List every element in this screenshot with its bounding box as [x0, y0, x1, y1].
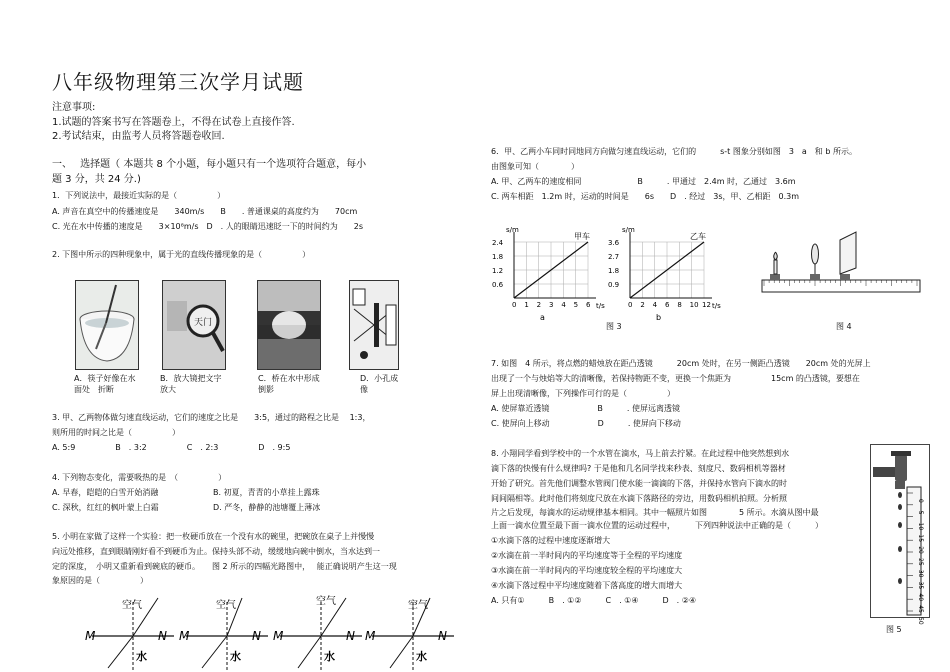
- graph-a-sub-label: a: [540, 313, 545, 322]
- graph-a-y-tick-label: 2.4: [492, 239, 504, 247]
- notice-item-1: 1.试题的答案书写在答题卷上，不得在试卷上直接作答.: [52, 117, 295, 128]
- q6-line2: 由图象可知（ ）: [491, 162, 579, 171]
- photo-chopsticks-bowl: [75, 280, 139, 370]
- q4-option-c: C. 深秋，红红的枫叶蒙上白霜: [52, 503, 159, 512]
- q8-line6: 上面一滴水位置至最下面一滴水位置的运动过程中， 下列四种说法中正确的是（ ）: [491, 521, 823, 530]
- q8-line3: 开始了研究。首先他们调整水管阀门使水能一滴滴的下落，并保持水管向下滴水的时: [491, 479, 787, 488]
- q1-options-cd: C. 光在水中传播的速度是 3×10⁸m/s D . 人的眼睛迅速眨一下的时间约为 2s: [52, 222, 364, 231]
- graph-b-x-tick-label: 10: [689, 301, 699, 309]
- q3-options: A. 5:9 B . 3:2 C . 2:3 D . 9:5: [52, 443, 291, 452]
- q5-line4: 象原因的是（ ）: [52, 576, 148, 585]
- graph-a-x-tick-label: 6: [586, 301, 591, 309]
- ruler-tick-label: 10: [917, 522, 924, 531]
- label-water-a: 水: [136, 650, 147, 663]
- graph-a-x-tick-label: 2: [536, 301, 542, 309]
- water-drop: [898, 522, 902, 528]
- label-n-d: N: [438, 629, 447, 643]
- photo-magnifier-text: [162, 280, 226, 370]
- q5-light-path-diagrams: [85, 594, 448, 672]
- ruler-tick-label: 25: [917, 558, 924, 566]
- label-air-a: 空气: [122, 600, 142, 611]
- ruler-tick-label: 5: [917, 510, 924, 515]
- q8-line2: 滴下落的快慢有什么规律吗? 于是他和几名同学找来秒表、刻度尺、数码相机等器材: [491, 464, 786, 473]
- figure-5-dripping-faucet: [870, 444, 930, 625]
- ruler-tick-label: 0: [917, 499, 924, 503]
- light-path-b: [179, 598, 268, 672]
- label-m-b: M: [179, 629, 190, 643]
- section-heading-line1: 一、 选择题（ 本题共 8 个小题，每小题只有一个选项符合题意，每小: [52, 159, 367, 170]
- q8-line1: 8. 小翔同学看到学校中的一个水管在滴水，马上前去拧紧。在此过程中他突然想到水: [491, 449, 790, 458]
- graph-b-x-tick-label: 6: [665, 301, 670, 309]
- graph-b-y-tick-label: 2.7: [608, 253, 620, 261]
- q5-line3: 定的深度， 小明又重新看到碗底的硬币。 图 2 所示的四幅光路图中， 能正确说明产生这一现: [52, 562, 397, 571]
- light-path-c: [273, 594, 362, 672]
- q8-statement-1: ①水滴下落的过程中速度逐渐增大: [491, 536, 611, 545]
- q2-caption-d: D．小孔成像: [360, 374, 399, 394]
- figure-3-caption: 图 3: [606, 322, 622, 331]
- water-drop: [898, 492, 902, 498]
- q1-options-ab: A. 声音在真空中的传播速度是 340m/s B . 普通课桌的高度约为 70cm: [52, 207, 358, 216]
- label-water-b: 水: [230, 650, 241, 663]
- graph-a-x-tick-label: 5: [573, 301, 579, 309]
- label-water-d: 水: [416, 650, 427, 663]
- q4-option-b: B. 初夏，青青的小草挂上露珠: [213, 488, 320, 497]
- ruler-tick-label: 15: [917, 534, 924, 543]
- q3-line2: 则所用的时间之比是（ ）: [52, 428, 180, 437]
- label-air-b: 空气: [216, 600, 236, 611]
- graph-b-x-tick-label: 4: [652, 301, 658, 309]
- q7-line3: 屏上出现清晰像，下列操作可行的是（ ）: [491, 389, 675, 398]
- section-heading-line2: 题 3 分，共 24 分.): [52, 174, 141, 185]
- light-path-d: [365, 598, 454, 672]
- graph-b-y-axis-label: s/m: [622, 226, 635, 234]
- svg-text:天门: 天门: [194, 318, 213, 328]
- label-n-c: N: [346, 629, 355, 643]
- q1-stem: 1．下列说法中，最接近实际的是（ ）: [52, 191, 226, 200]
- ruler-tick-label: 45: [917, 605, 924, 613]
- photo-bridge-reflection: [257, 280, 321, 370]
- graph-b-y-tick-label: 3.6: [608, 239, 620, 247]
- graph-a-y-tick-label: 0.6: [492, 281, 504, 289]
- q7-line1: 7. 如图 4 所示，将点燃的蜡烛放在距凸透镜 20cm 处时，在另一侧距凸透镜 20cm 处的光屏上: [491, 359, 871, 368]
- label-air-d: 空气: [408, 600, 428, 611]
- q4-option-d: D. 严冬，静静的池塘覆上薄冰: [213, 503, 321, 512]
- q2-caption-c: C．桥在水中形成 倒影: [258, 374, 328, 394]
- graph-a-x-tick-label: 4: [561, 301, 566, 309]
- label-m-a: M: [85, 629, 96, 643]
- figure-5-caption: 图 5: [886, 625, 902, 634]
- graph-b-y-tick-label: 1.8: [608, 267, 620, 275]
- graph-b-y-tick-label: 0.9: [608, 281, 620, 289]
- q8-options: A. 只有① B . ①② C . ①④ D . ②④: [491, 596, 697, 605]
- q5-line1: 5. 小明在家做了这样一个实验：把一枚硬币放在一个没有水的碗里，把碗放在桌子上并慢慢: [52, 532, 375, 541]
- q7-options-ab: A. 使屏靠近透镜 B . 使屏远离透镜: [491, 404, 680, 413]
- graph-b-series-name: 乙车: [690, 232, 706, 241]
- q6-options-cd: C. 两车相距 1.2m 时，运动的时间是 6s D . 经过 3s，甲、乙相距 0.3m: [491, 192, 800, 201]
- label-air-c: 空气: [316, 596, 336, 607]
- graph-a-x-tick-label: 3: [549, 301, 554, 309]
- graph-a-x-tick-label: 1: [524, 301, 529, 309]
- label-n-a: N: [158, 629, 167, 643]
- label-water-c: 水: [324, 650, 335, 663]
- q3-line1: 3. 甲、乙两物体做匀速直线运动，它们的速度之比是 3:5，通过的路程之比是 1:3，: [52, 413, 371, 422]
- label-n-b: N: [252, 629, 261, 643]
- graph-b-sub-label: b: [656, 313, 662, 322]
- q8-line4: 间间隔相等。此时他们将刻度尺放在水滴下落路径的旁边，用数码相机拍照。分析照: [491, 494, 787, 503]
- figure-4-optical-bench: [752, 224, 930, 310]
- q7-line2: 出现了一个与烛焰等大的清晰像，若保持物距不变，更换一个焦距为 15cm 的凸透镜，要想在: [491, 374, 860, 383]
- q6-line1: 6．甲、乙两小车同时同地同方向做匀速直线运动，它们的 s-t 图象分别如图 3 a 和 b 所示。: [491, 147, 857, 156]
- light-path-a: [85, 598, 174, 672]
- diagram-pinhole-camera: [349, 280, 399, 370]
- page-title: 八年级物理第三次学月试题: [52, 70, 304, 94]
- graph-b-x-tick-label: 12: [702, 301, 711, 309]
- ruler-tick-label: 20: [917, 546, 924, 554]
- q2-caption-b: B．放大镜把文字放大: [160, 374, 222, 394]
- graph-b-x-tick-label: 8: [677, 301, 682, 309]
- notice-heading: 注意事项:: [52, 102, 96, 113]
- q6-options-ab: A. 甲、乙两车的速度相同 B . 甲通过 2.4m 时，乙通过 3.6m: [491, 177, 796, 186]
- water-drop: [898, 578, 902, 584]
- graph-a-series-name: 甲车: [574, 232, 590, 241]
- q4-option-a: A. 早春，皑皑的白雪开始消融: [52, 488, 159, 497]
- figure-4-caption: 图 4: [836, 322, 852, 331]
- label-m-d: M: [365, 629, 376, 643]
- water-drop: [898, 546, 902, 552]
- graph-a-y-tick-label: 1.2: [492, 267, 504, 275]
- q2-caption-a: A．筷子好像在水面处 折断: [74, 374, 136, 394]
- graph-b-x-axis-label: t/s: [712, 302, 721, 310]
- graph-a-y-tick-label: 1.8: [492, 253, 504, 261]
- graph-a-y-axis-label: s/m: [506, 226, 519, 234]
- graph-a-x-axis-label: t/s: [596, 302, 605, 310]
- q2-stem: 2. 下图中所示的四种现象中，属于光的直线传播现象的是（ ）: [52, 250, 311, 259]
- q8-statement-3: ③水滴在前一半时间内的平均速度较全程的平均速度大: [491, 566, 683, 575]
- graph-b-x-tick-label: 2: [640, 301, 645, 309]
- q8-statement-4: ④水滴下落过程中平均速度随着下落高度的增大而增大: [491, 581, 683, 590]
- notice-item-2: 2.考试结束，由监考人员将答题卷收回.: [52, 131, 225, 142]
- ruler-tick-label: 30: [917, 569, 924, 578]
- ruler-tick-label: 40: [917, 593, 924, 602]
- graph-b-x-tick-label: 0: [628, 301, 633, 309]
- q5-line2: 向远处推移，直到眼睛刚好看不到硬币为止。保持头部不动，缓缓地向碗中倒水，当水达到一: [52, 547, 380, 556]
- q8-line5: 片之后发现，每滴水的运动规律基本相同。其中一幅照片如图 5 所示。水滴从图中最: [491, 508, 819, 517]
- ruler-tick-label: 50: [917, 617, 924, 625]
- q7-options-cd: C. 使屏向上移动 D . 使屏向下移动: [491, 419, 681, 428]
- ruler-tick-label: 35: [917, 581, 924, 590]
- q4-stem: 4. 下列物态变化，需要吸热的是 （ ）: [52, 473, 227, 482]
- graph-a-x-tick-label: 0: [512, 301, 517, 309]
- graph-b-yi-car: [606, 222, 726, 322]
- water-drop: [898, 504, 902, 510]
- graph-a-jia-car: [490, 222, 605, 322]
- label-m-c: M: [273, 629, 284, 643]
- q8-statement-2: ②水滴在前一半时间内的平均速度等于全程的平均速度: [491, 551, 683, 560]
